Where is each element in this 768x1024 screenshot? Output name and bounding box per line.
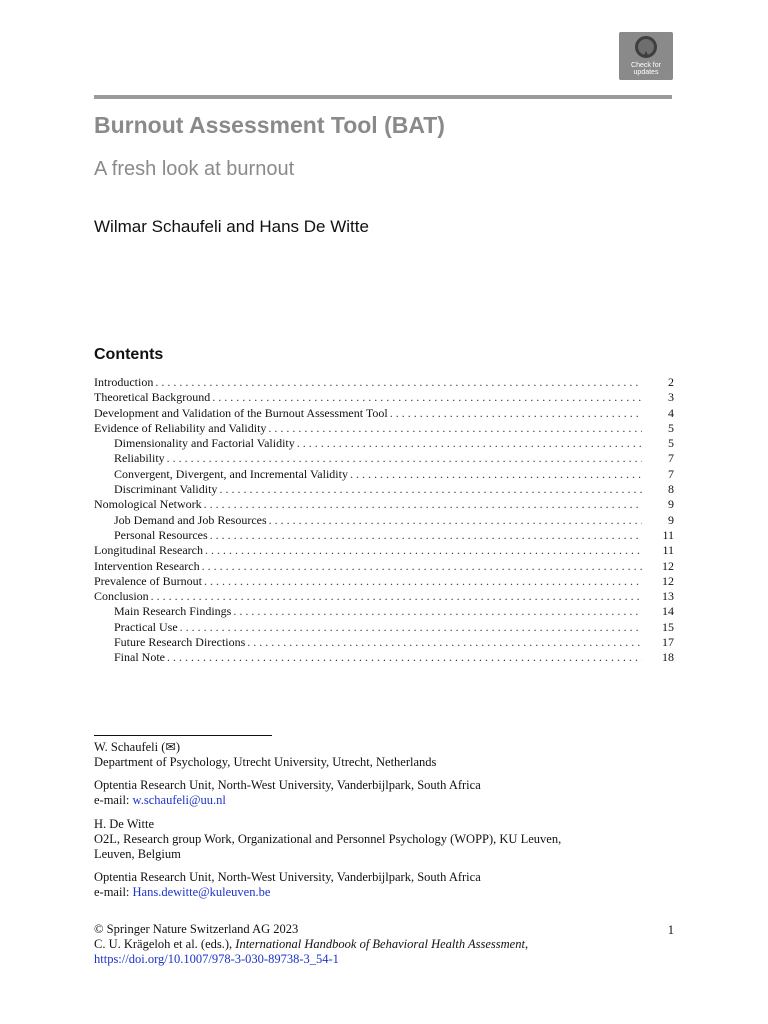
footnote-author1-affil2 [94, 778, 694, 808]
citation-book-title: International Handbook of Behavioral Health Assessment [235, 937, 525, 951]
toc-entry-page: 3 [668, 390, 674, 405]
toc-leader-dots [297, 436, 642, 451]
toc-entry-page: 11 [662, 527, 674, 542]
toc-leader-dots [210, 528, 642, 543]
doi-link[interactable]: https://doi.org/10.1007/978-3-030-89738-3_54-1 [94, 952, 339, 966]
toc-leader-dots [155, 375, 642, 390]
toc-leader-dots [219, 482, 642, 497]
toc-leader-dots [268, 421, 642, 436]
toc-entry[interactable] [94, 497, 674, 512]
check-for-updates-badge[interactable] [619, 32, 673, 80]
toc-entry[interactable] [94, 467, 674, 482]
author2-email-line: e-mail: Hans.dewitte@kuleuven.be [94, 885, 271, 899]
toc-entry-page: 5 [668, 436, 674, 451]
copyright-block [94, 922, 694, 967]
toc-entry-page: 4 [668, 405, 674, 420]
toc-leader-dots [269, 513, 642, 528]
toc-entry-page: 12 [662, 558, 674, 573]
toc-leader-dots [205, 543, 642, 558]
toc-entry-label: Evidence of Reliability and Validity [94, 420, 267, 435]
toc-entry-page: 7 [668, 451, 674, 466]
toc-entry[interactable] [94, 559, 674, 574]
author2-affiliation-2: Optentia Research Unit, North-West University, Vanderbijlpark, South Africa [94, 870, 481, 884]
author1-affiliation-1: Department of Psychology, Utrecht University, Utrecht, Netherlands [94, 755, 437, 769]
toc-leader-dots [151, 589, 642, 604]
toc-leader-dots [204, 574, 642, 589]
toc-entry[interactable] [94, 390, 674, 405]
toc-entry[interactable] [94, 451, 674, 466]
chapter-title: Burnout Assessment Tool (BAT) [94, 112, 445, 138]
toc-entry-label: Personal Resources [114, 527, 208, 542]
contents-heading: Contents [94, 346, 164, 363]
toc-leader-dots [350, 467, 642, 482]
author2-affiliation-1a: O2L, Research group Work, Organizational and Personnel Psychology (WOPP), KU Leuven, [94, 832, 562, 846]
toc-entry-label: Prevalence of Burnout [94, 573, 202, 588]
toc-entry[interactable] [94, 436, 674, 451]
toc-entry[interactable] [94, 513, 674, 528]
toc-entry-label: Reliability [114, 451, 165, 466]
toc-entry-label: Final Note [114, 650, 165, 665]
toc-entry-page: 13 [662, 589, 674, 604]
page-number: 1 [667, 923, 674, 937]
footnote-author1 [94, 740, 694, 770]
toc-leader-dots [233, 604, 642, 619]
toc-entry-page: 11 [662, 543, 674, 558]
chapter-authors: Wilmar Schaufeli and Hans De Witte [94, 217, 369, 236]
toc-entry-label: Practical Use [114, 619, 178, 634]
toc-entry-page: 9 [668, 512, 674, 527]
toc-leader-dots [247, 635, 642, 650]
toc-leader-dots [204, 497, 642, 512]
toc-entry-label: Theoretical Background [94, 390, 211, 405]
toc-entry-label: Development and Validation of the Burnout Assessment Tool [94, 405, 388, 420]
toc-entry-label: Convergent, Divergent, and Incremental Validity [114, 466, 348, 481]
author1-affiliation-2: Optentia Research Unit, North-West University, Vanderbijlpark, South Africa [94, 778, 481, 792]
toc-entry-label: Introduction [94, 375, 154, 389]
toc-leader-dots [212, 390, 642, 405]
toc-entry[interactable] [94, 543, 674, 558]
header-rule [94, 95, 672, 99]
toc-entry[interactable] [94, 620, 674, 635]
toc-leader-dots [202, 559, 642, 574]
toc-entry-page: 5 [668, 420, 674, 435]
toc-entry-label: Nomological Network [94, 497, 202, 512]
toc-entry[interactable] [94, 574, 674, 589]
author1-email-line: e-mail: w.schaufeli@uu.nl [94, 793, 226, 807]
toc-entry[interactable] [94, 650, 674, 665]
toc-entry[interactable] [94, 421, 674, 436]
toc-entry-page: 14 [662, 604, 674, 619]
toc-entry-label: Intervention Research [94, 558, 200, 573]
toc-entry-page: 7 [668, 466, 674, 481]
toc-leader-dots [167, 451, 642, 466]
toc-entry-page: 17 [662, 635, 674, 650]
table-of-contents [94, 375, 674, 666]
toc-entry-page: 18 [662, 650, 674, 665]
author2-affiliation-1b: Leuven, Belgium [94, 847, 181, 861]
toc-entry-page: 9 [668, 497, 674, 512]
footnote-author2-affil2 [94, 870, 694, 900]
toc-entry-page: 8 [668, 482, 674, 497]
badge-text: Check for updates [631, 62, 661, 76]
toc-entry[interactable] [94, 604, 674, 619]
toc-entry-page: 15 [662, 619, 674, 634]
citation: C. U. Krägeloh et al. (eds.), International Handbook of Behavioral Health Assessment, [94, 937, 529, 951]
toc-leader-dots [390, 406, 642, 421]
toc-entry-label: Future Research Directions [114, 635, 246, 650]
copyright: © Springer Nature Switzerland AG 2023 [94, 922, 299, 936]
toc-entry[interactable] [94, 635, 674, 650]
footnote-author2 [94, 817, 694, 862]
toc-leader-dots [180, 620, 642, 635]
toc-entry-label: Discriminant Validity [114, 482, 218, 497]
toc-entry[interactable] [94, 375, 674, 390]
footnote-rule [94, 735, 272, 736]
toc-entry[interactable] [94, 482, 674, 497]
crossmark-icon [635, 36, 657, 58]
toc-entry[interactable] [94, 589, 674, 604]
toc-entry-label: Longitudinal Research [94, 543, 203, 558]
toc-entry-page: 2 [668, 375, 674, 389]
toc-entry-label: Job Demand and Job Resources [114, 512, 267, 527]
toc-entry-page: 12 [662, 573, 674, 588]
toc-entry-label: Conclusion [94, 589, 149, 604]
chapter-subtitle: A fresh look at burnout [94, 158, 295, 180]
author2-name: H. De Witte [94, 817, 155, 831]
toc-entry[interactable] [94, 528, 674, 543]
toc-entry[interactable] [94, 406, 674, 421]
author1-email-link[interactable]: w.schaufeli@uu.nl [132, 793, 226, 807]
toc-leader-dots [167, 650, 642, 665]
toc-entry-label: Dimensionality and Factorial Validity [114, 436, 295, 451]
author2-email-link[interactable]: Hans.dewitte@kuleuven.be [132, 885, 271, 899]
author1-name: W. Schaufeli (✉) [94, 740, 181, 754]
toc-entry-label: Main Research Findings [114, 604, 232, 619]
